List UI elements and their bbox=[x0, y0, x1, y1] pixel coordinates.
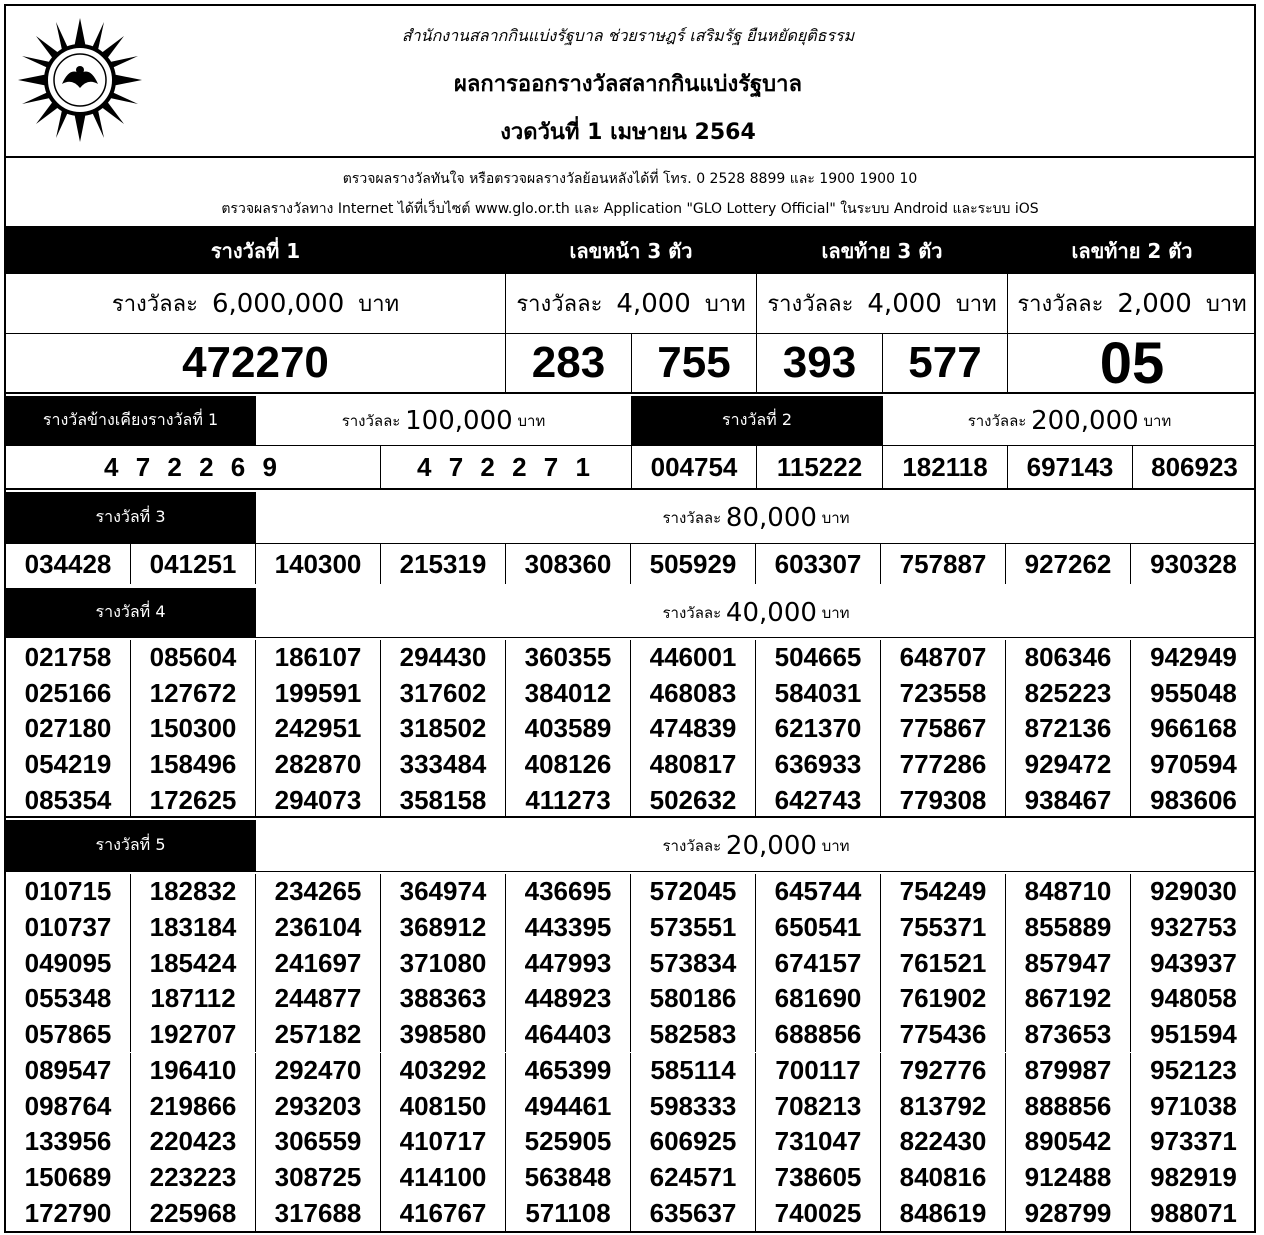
first-prize-header: รางวัลที่ 1 bbox=[6, 228, 506, 274]
fourth-prize-amount bbox=[256, 588, 1256, 638]
fourth-prize-number: 384012 bbox=[506, 676, 631, 712]
fifth-prize-number: 244877 bbox=[256, 981, 381, 1017]
fourth-prize-number: 775867 bbox=[881, 711, 1006, 747]
fourth-prize-number: 021758 bbox=[6, 640, 131, 676]
fifth-prize-number: 414100 bbox=[381, 1160, 506, 1196]
fourth-prize-number: 468083 bbox=[631, 676, 756, 712]
amount-value: 20,000 bbox=[725, 830, 817, 861]
amount-unit: บาท bbox=[821, 508, 850, 527]
third-prize-number: 927262 bbox=[1006, 544, 1131, 584]
amount-value: 40,000 bbox=[725, 597, 817, 628]
amount-label: รางวัลละ bbox=[662, 836, 722, 855]
fourth-prize-number: 777286 bbox=[881, 747, 1006, 783]
fifth-prize-number: 971038 bbox=[1150, 1090, 1237, 1121]
fifth-prize-number: 761521 bbox=[881, 945, 1006, 981]
fifth-prize-number: 398580 bbox=[381, 1017, 506, 1053]
first-prize-amount bbox=[6, 274, 506, 334]
fifth-prize-number: 219866 bbox=[131, 1088, 256, 1124]
fourth-prize-number: 474839 bbox=[631, 711, 756, 747]
back3-amount bbox=[757, 274, 1008, 334]
fourth-prize-number: 648707 bbox=[881, 640, 1006, 676]
fifth-prize-number: 857947 bbox=[1006, 945, 1131, 981]
organization-motto: สำนักงานสลากกินแบ่งรัฐบาล ช่วยราษฎร์ เสริมรัฐ ยืนหยัดยุติธรรม bbox=[401, 26, 855, 45]
amount-unit: บาท bbox=[704, 292, 746, 317]
amount-label: รางวัลละ bbox=[341, 411, 401, 430]
fourth-prize-number: 779308 bbox=[881, 782, 1006, 818]
fourth-prize-number: 025166 bbox=[6, 676, 131, 712]
fifth-prize-number: 292470 bbox=[256, 1053, 381, 1089]
fourth-prize-number: 403589 bbox=[506, 711, 631, 747]
phone-info: ตรวจผลรางวัลทันใจ หรือตรวจผลรางวัลย้อนหลังได้ที่ โทร. 0 2528 8899 และ 1900 1900 10 bbox=[342, 171, 918, 187]
fifth-prize-number: 700117 bbox=[756, 1053, 881, 1089]
front3-amount bbox=[506, 274, 757, 334]
fifth-prize-number: 525905 bbox=[506, 1124, 631, 1160]
fifth-prize-number: 840816 bbox=[881, 1160, 1006, 1196]
fourth-prize-number: 242951 bbox=[256, 711, 381, 747]
third-prize-number: 505929 bbox=[631, 544, 756, 584]
fifth-prize-number: 879987 bbox=[1006, 1053, 1131, 1089]
front3-number: 283 bbox=[506, 334, 632, 394]
fifth-prize-number: 645744 bbox=[756, 874, 881, 910]
fifth-prize-number: 688856 bbox=[756, 1017, 881, 1053]
fifth-prize-number: 010737 bbox=[6, 910, 131, 946]
fifth-prize-number: 982919 bbox=[1150, 1161, 1237, 1192]
fifth-prize-number: 010715 bbox=[6, 874, 131, 910]
fifth-prize-number: 755371 bbox=[881, 910, 1006, 946]
back3-number: 577 bbox=[883, 334, 1008, 394]
fifth-prize-number: 822430 bbox=[881, 1124, 1006, 1160]
fifth-prize-number: 606925 bbox=[631, 1124, 756, 1160]
fifth-prize-number: 650541 bbox=[756, 910, 881, 946]
fifth-prize-number: 225968 bbox=[131, 1195, 256, 1231]
fifth-prize-number: 598333 bbox=[631, 1088, 756, 1124]
fourth-prize-number: 825223 bbox=[1006, 676, 1131, 712]
fifth-prize-number: 241697 bbox=[256, 945, 381, 981]
third-prize-number: 603307 bbox=[756, 544, 881, 584]
fourth-prize-number: 872136 bbox=[1006, 711, 1131, 747]
fourth-prize-number: 502632 bbox=[631, 782, 756, 818]
amount-unit: บาท bbox=[1205, 292, 1247, 317]
fourth-prize-number: 584031 bbox=[756, 676, 881, 712]
fifth-prize-number: 848710 bbox=[1006, 874, 1131, 910]
fifth-prize-number: 306559 bbox=[256, 1124, 381, 1160]
fifth-prize-number: 888856 bbox=[1006, 1088, 1131, 1124]
fifth-prize-number: 416767 bbox=[381, 1195, 506, 1231]
fourth-prize-number: 929472 bbox=[1006, 747, 1131, 783]
fifth-prize-number: 150689 bbox=[6, 1160, 131, 1196]
fifth-prize-number: 364974 bbox=[381, 874, 506, 910]
fourth-prize-number: 480817 bbox=[631, 747, 756, 783]
fifth-prize-number: 761902 bbox=[881, 981, 1006, 1017]
amount-value: 2,000 bbox=[1117, 288, 1192, 319]
fifth-prize-number: 929030 bbox=[1150, 876, 1237, 907]
amount-unit: บาท bbox=[821, 603, 850, 622]
front3-number: 755 bbox=[632, 334, 757, 394]
back2-header: เลขท้าย 2 ตัว bbox=[1008, 228, 1256, 274]
fourth-prize-number: 294430 bbox=[381, 640, 506, 676]
fifth-prize-number: 049095 bbox=[6, 945, 131, 981]
front3-header: เลขหน้า 3 ตัว bbox=[506, 228, 757, 274]
fourth-prize-number: 806346 bbox=[1006, 640, 1131, 676]
fifth-prize-number: 443395 bbox=[506, 910, 631, 946]
fourth-prize-number: 411273 bbox=[506, 782, 631, 818]
fifth-prize-number: 236104 bbox=[256, 910, 381, 946]
fifth-prize-number: 813792 bbox=[881, 1088, 1006, 1124]
amount-label: รางวัลละ bbox=[1017, 292, 1104, 317]
amount-label: รางวัลละ bbox=[767, 292, 854, 317]
third-prize-number: 757887 bbox=[881, 544, 1006, 584]
fifth-prize-number: 988071 bbox=[1150, 1197, 1237, 1228]
fourth-prize-number: 317602 bbox=[381, 676, 506, 712]
fifth-prize-number: 912488 bbox=[1006, 1160, 1131, 1196]
fifth-prize-number: 055348 bbox=[6, 981, 131, 1017]
back2-amount bbox=[1008, 274, 1256, 334]
fifth-prize-number: 792776 bbox=[881, 1053, 1006, 1089]
amount-unit: บาท bbox=[955, 292, 997, 317]
fifth-prize-number: 234265 bbox=[256, 874, 381, 910]
fifth-prize-number: 057865 bbox=[6, 1017, 131, 1053]
fifth-prize-number: 624571 bbox=[631, 1160, 756, 1196]
fifth-prize-number: 410717 bbox=[381, 1124, 506, 1160]
fifth-prize-number: 368912 bbox=[381, 910, 506, 946]
amount-value: 100,000 bbox=[405, 405, 513, 436]
fifth-prize-number: 573834 bbox=[631, 945, 756, 981]
fifth-prize-number: 928799 bbox=[1006, 1195, 1131, 1231]
fifth-prize-number: 223223 bbox=[131, 1160, 256, 1196]
fourth-prize-number: 027180 bbox=[6, 711, 131, 747]
fifth-prize-number: 436695 bbox=[506, 874, 631, 910]
fifth-prize-number: 257182 bbox=[256, 1017, 381, 1053]
amount-unit: บาท bbox=[821, 836, 850, 855]
fifth-prize-number: 293203 bbox=[256, 1088, 381, 1124]
fifth-prize-number: 890542 bbox=[1006, 1124, 1131, 1160]
back2-number: 05 bbox=[1008, 334, 1256, 394]
fifth-prize-number: 582583 bbox=[631, 1017, 756, 1053]
near-first-number: 4 7 2 2 7 1 bbox=[381, 446, 632, 490]
amount-value: 4,000 bbox=[867, 288, 942, 319]
fourth-prize-number: 085354 bbox=[6, 782, 131, 818]
fifth-prize-number: 948058 bbox=[1150, 983, 1237, 1014]
fourth-prize-number: 408126 bbox=[506, 747, 631, 783]
amount-value: 4,000 bbox=[616, 288, 691, 319]
fifth-prize-number: 951594 bbox=[1150, 1019, 1237, 1050]
fourth-prize-number: 158496 bbox=[131, 747, 256, 783]
fifth-prize-number: 465399 bbox=[506, 1053, 631, 1089]
amount-value: 200,000 bbox=[1031, 405, 1139, 436]
fifth-prize-number: 317688 bbox=[256, 1195, 381, 1231]
fifth-prize-number: 182832 bbox=[131, 874, 256, 910]
fourth-prize-number: 172625 bbox=[131, 782, 256, 818]
fourth-prize-number: 085604 bbox=[131, 640, 256, 676]
second-prize-number: 115222 bbox=[757, 446, 883, 490]
fourth-prize-number: 282870 bbox=[256, 747, 381, 783]
contact-info bbox=[4, 158, 1256, 228]
fourth-prize-number: 358158 bbox=[381, 782, 506, 818]
second-prize-number: 182118 bbox=[883, 446, 1008, 490]
fifth-prize-number: 873653 bbox=[1006, 1017, 1131, 1053]
second-prize-number: 697143 bbox=[1008, 446, 1133, 490]
fourth-prize-number: 446001 bbox=[631, 640, 756, 676]
fifth-prize-number: 183184 bbox=[131, 910, 256, 946]
fifth-prize-number: 775436 bbox=[881, 1017, 1006, 1053]
fifth-prize-number: 635637 bbox=[631, 1195, 756, 1231]
fifth-prize-number: 172790 bbox=[6, 1195, 131, 1231]
fourth-prize-number: 186107 bbox=[256, 640, 381, 676]
fifth-prize-number: 220423 bbox=[131, 1124, 256, 1160]
fifth-prize-number: 943937 bbox=[1150, 947, 1237, 978]
third-prize-number: 041251 bbox=[131, 544, 256, 584]
fifth-prize-number: 585114 bbox=[631, 1053, 756, 1089]
near-first-header: รางวัลข้างเคียงรางวัลที่ 1 bbox=[6, 396, 256, 446]
fourth-prize-number: 621370 bbox=[756, 711, 881, 747]
fifth-prize-number: 740025 bbox=[756, 1195, 881, 1231]
fourth-prize-number: 294073 bbox=[256, 782, 381, 818]
fifth-prize-number: 196410 bbox=[131, 1053, 256, 1089]
fourth-prize-number: 642743 bbox=[756, 782, 881, 818]
fifth-prize-number: 089547 bbox=[6, 1053, 131, 1089]
second-prize-header: รางวัลที่ 2 bbox=[632, 396, 883, 446]
fifth-prize-number: 708213 bbox=[756, 1088, 881, 1124]
amount-value: 6,000,000 bbox=[211, 288, 345, 319]
fifth-prize-number: 308725 bbox=[256, 1160, 381, 1196]
fifth-prize-number: 580186 bbox=[631, 981, 756, 1017]
fourth-prize-number: 636933 bbox=[756, 747, 881, 783]
fourth-prize-number: 199591 bbox=[256, 676, 381, 712]
near-first-amount bbox=[256, 396, 632, 446]
draw-date: งวดวันที่ 1 เมษายน 2564 bbox=[500, 120, 756, 145]
back3-number: 393 bbox=[757, 334, 883, 394]
fourth-prize-number: 360355 bbox=[506, 640, 631, 676]
fifth-prize-number: 133956 bbox=[6, 1124, 131, 1160]
fourth-prize-number: 983606 bbox=[1150, 784, 1237, 815]
fourth-prize-number: 054219 bbox=[6, 747, 131, 783]
second-prize-number: 806923 bbox=[1133, 446, 1256, 490]
second-prize-amount bbox=[883, 396, 1256, 446]
fifth-prize-number: 855889 bbox=[1006, 910, 1131, 946]
fifth-prize-number: 867192 bbox=[1006, 981, 1131, 1017]
fifth-prize-number: 448923 bbox=[506, 981, 631, 1017]
fifth-prize-number: 371080 bbox=[381, 945, 506, 981]
fifth-prize-number: 447993 bbox=[506, 945, 631, 981]
fifth-prize-number: 674157 bbox=[756, 945, 881, 981]
amount-unit: บาท bbox=[358, 292, 400, 317]
fifth-prize-number: 388363 bbox=[381, 981, 506, 1017]
third-prize-number: 034428 bbox=[6, 544, 131, 584]
amount-label: รางวัลละ bbox=[662, 508, 722, 527]
fifth-prize-number: 754249 bbox=[881, 874, 1006, 910]
fourth-prize-number: 723558 bbox=[881, 676, 1006, 712]
fifth-prize-amount bbox=[256, 820, 1256, 872]
fourth-prize-number: 942949 bbox=[1150, 642, 1237, 673]
fifth-prize-number: 408150 bbox=[381, 1088, 506, 1124]
fifth-prize-number: 848619 bbox=[881, 1195, 1006, 1231]
third-prize-number: 930328 bbox=[1150, 548, 1237, 579]
fifth-prize-number: 681690 bbox=[756, 981, 881, 1017]
back3-header: เลขท้าย 3 ตัว bbox=[757, 228, 1008, 274]
third-prize-number: 308360 bbox=[506, 544, 631, 584]
amount-unit: บาท bbox=[1143, 411, 1172, 430]
amount-label: รางวัลละ bbox=[662, 603, 722, 622]
fourth-prize-number: 333484 bbox=[381, 747, 506, 783]
fifth-prize-number: 973371 bbox=[1150, 1126, 1237, 1157]
amount-label: รางวัลละ bbox=[516, 292, 603, 317]
third-prize-number: 215319 bbox=[381, 544, 506, 584]
fifth-prize-number: 572045 bbox=[631, 874, 756, 910]
near-first-number: 4 7 2 2 6 9 bbox=[6, 446, 381, 490]
third-prize-number: 140300 bbox=[256, 544, 381, 584]
fourth-prize-number: 938467 bbox=[1006, 782, 1131, 818]
fifth-prize-number: 738605 bbox=[756, 1160, 881, 1196]
third-prize-amount bbox=[256, 492, 1256, 544]
fourth-prize-number: 504665 bbox=[756, 640, 881, 676]
fourth-prize-number: 970594 bbox=[1150, 749, 1237, 780]
fifth-prize-number: 573551 bbox=[631, 910, 756, 946]
amount-value: 80,000 bbox=[725, 502, 817, 533]
fourth-prize-number: 966168 bbox=[1150, 713, 1237, 744]
fourth-prize-header: รางวัลที่ 4 bbox=[6, 588, 256, 638]
fifth-prize-number: 187112 bbox=[131, 981, 256, 1017]
fifth-prize-number: 098764 bbox=[6, 1088, 131, 1124]
third-prize-header: รางวัลที่ 3 bbox=[6, 492, 256, 544]
second-prize-number: 004754 bbox=[632, 446, 757, 490]
fifth-prize-number: 731047 bbox=[756, 1124, 881, 1160]
fifth-prize-number: 192707 bbox=[131, 1017, 256, 1053]
fifth-prize-header: รางวัลที่ 5 bbox=[6, 820, 256, 872]
internet-info: ตรวจผลรางวัลทาง Internet ได้ที่เว็บไซต์ www.glo.or.th และ Application "GLO Lottery Official" ในระบบ Android และระบบ iOS bbox=[221, 201, 1039, 217]
fifth-prize-number: 571108 bbox=[506, 1195, 631, 1231]
fourth-prize-number: 127672 bbox=[131, 676, 256, 712]
amount-label: รางวัลละ bbox=[111, 292, 198, 317]
fifth-prize-number: 494461 bbox=[506, 1088, 631, 1124]
fourth-prize-number: 955048 bbox=[1150, 677, 1237, 708]
fourth-prize-number: 150300 bbox=[131, 711, 256, 747]
fifth-prize-number: 932753 bbox=[1150, 912, 1237, 943]
fifth-prize-number: 403292 bbox=[381, 1053, 506, 1089]
page-title: ผลการออกรางวัลสลากกินแบ่งรัฐบาล bbox=[454, 72, 802, 97]
fifth-prize-number: 464403 bbox=[506, 1017, 631, 1053]
fourth-prize-number: 318502 bbox=[381, 711, 506, 747]
fifth-prize-number: 563848 bbox=[506, 1160, 631, 1196]
first-prize-number: 472270 bbox=[6, 334, 506, 394]
fifth-prize-number: 185424 bbox=[131, 945, 256, 981]
amount-label: รางวัลละ bbox=[967, 411, 1027, 430]
fifth-prize-number: 952123 bbox=[1150, 1054, 1237, 1085]
amount-unit: บาท bbox=[517, 411, 546, 430]
